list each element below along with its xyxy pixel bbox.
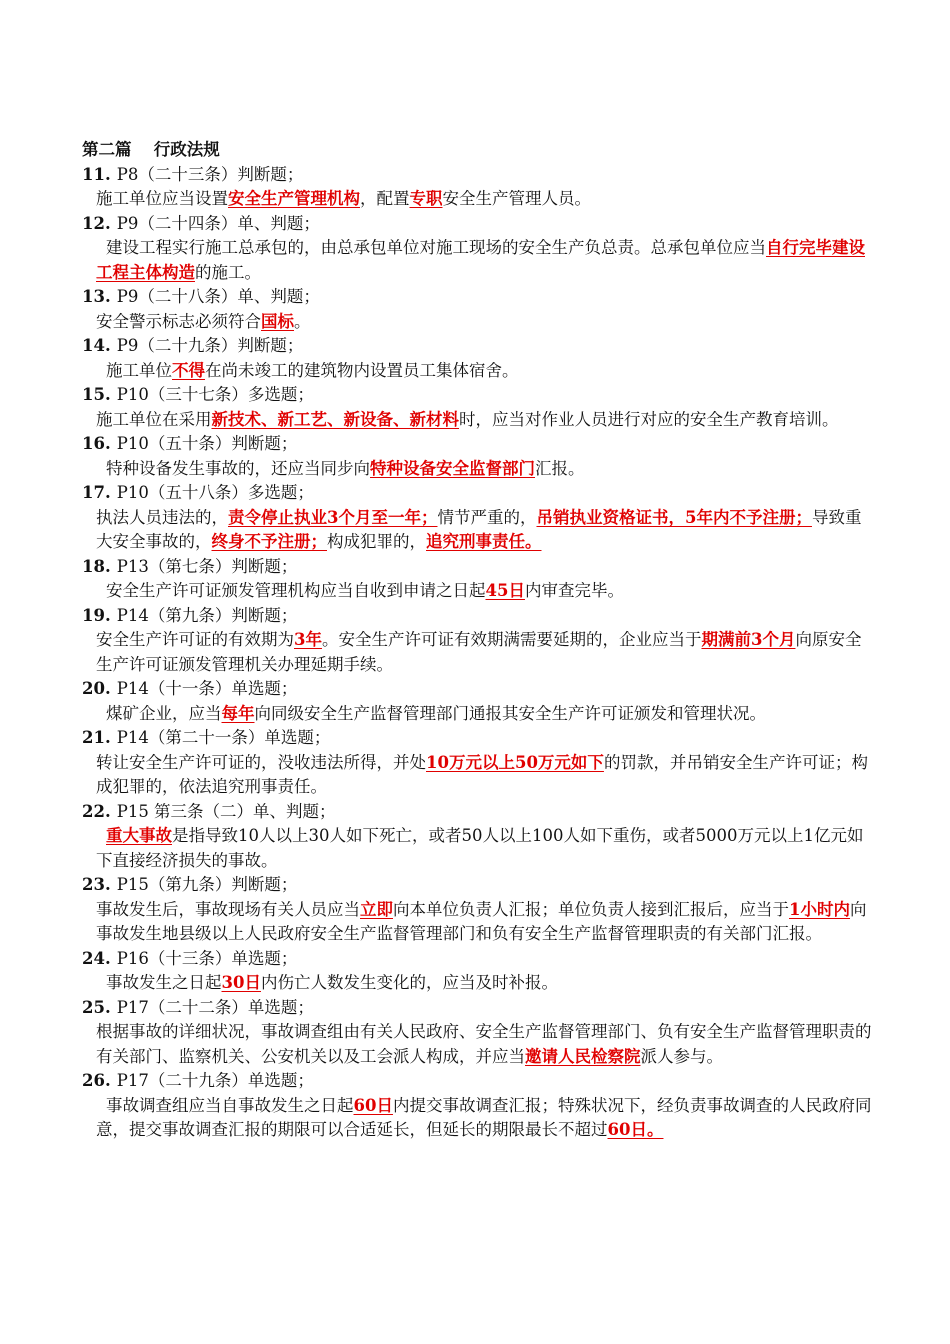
list-item [82,996,872,1070]
body-text: 内审查完毕。 [524,581,624,600]
item-number: 14. [82,336,111,355]
highlight-text: 特种设备安全监督部门 [370,458,535,478]
highlight-text: 每年 [221,703,255,723]
body-text: 构成犯罪的， [327,532,426,551]
body-text: ，配置 [360,189,410,208]
item-reference: P17（二十二条）单选题； [116,997,314,1017]
item-reference: P9（二十八条）单、判题； [116,287,320,306]
highlight-text: 重大事故 [106,826,172,845]
item-reference: P9（二十四条）单、判题； [116,213,320,233]
item-body [96,408,872,433]
body-text: 内伤亡人数发生变化的，应当及时补报。 [260,973,558,992]
item-number: 20. [82,679,111,698]
item-reference: P10（五十八条）多选题； [116,483,314,502]
highlight-text: 期满前3个月 [701,630,796,649]
body-text: 在尚未竣工的建筑物内设置员工集体宿舍。 [205,360,519,380]
body-text: 是指导致10人以上30人如下死亡，或者50人以上100人如下重伤，或者5000万元以上1亿元如下直接经济损失的事故。 [96,826,864,870]
item-heading [82,604,872,629]
highlight-text: 30日 [221,973,261,992]
body-text: 汇报。 [535,458,585,478]
item-reference: P8（二十三条）判断题； [116,164,304,184]
body-text: 煤矿企业，应当 [106,703,222,723]
item-body [96,579,872,604]
item-reference: P16（十三条）单选题； [116,948,298,968]
list-item [82,726,872,800]
highlight-text: 自行完毕建设工程主体构造 [96,238,865,282]
body-text: 的施工。 [195,262,261,282]
highlight-text: 10万元以上50万元如下 [426,752,604,772]
item-body [96,824,872,873]
body-text: 安全生产管理人员。 [442,189,591,208]
item-reference: P15（第九条）判断题； [116,875,298,894]
item-body [96,359,872,384]
body-text: 时，应当对作业人员进行对应的安全生产教育培训。 [459,409,839,429]
item-heading [82,947,872,972]
item-body [96,506,872,555]
item-body [96,751,872,800]
list-item [82,383,872,432]
item-body [96,1020,872,1069]
body-text: 导致重大安全事故的， [96,507,862,551]
item-reference: P14（十一条）单选题； [116,679,298,698]
highlight-text: 责令停止执业3个月至一年； [228,507,438,527]
highlight-text: 终身不予注册； [211,532,327,551]
item-body [96,236,872,285]
document-page [82,138,872,1143]
item-body [96,971,872,996]
item-body [96,187,872,212]
item-number: 13. [82,287,111,306]
item-heading [82,163,872,188]
highlight-text: 国标 [261,311,294,331]
item-reference: P15 第三条（二）单、判题； [116,801,336,821]
list-item [82,677,872,726]
list-item [82,285,872,334]
item-number: 23. [82,875,111,894]
item-number: 24. [82,948,111,968]
list-item [82,481,872,555]
list-item [82,555,872,604]
highlight-text: 专职 [409,189,443,208]
item-number: 25. [82,997,111,1017]
item-reference: P14（第二十一条）单选题； [116,728,331,747]
item-heading [82,873,872,898]
item-heading [82,1069,872,1094]
list-item [82,1069,872,1143]
list-item [82,604,872,678]
highlight-text: 1小时内 [789,899,850,919]
body-text: 派人参与。 [640,1046,723,1066]
item-body [96,628,872,677]
section-title: 第二篇 行政法规 [82,140,220,159]
item-heading [82,285,872,310]
item-reference: P14（第九条）判断题； [116,605,298,625]
item-list [82,163,872,1143]
body-text: 向事故发生地县级以上人民政府安全生产监督管理部门和负有安全生产监督管理职责的有关部门汇报。 [96,899,867,943]
body-text: 向本单位负责人汇报；单位负责人接到汇报后，应当于 [393,899,789,919]
body-text: 施工单位应当设置 [96,189,228,208]
item-number: 16. [82,434,111,453]
list-item [82,334,872,383]
highlight-text: 新技术、新工艺、新设备、新材料 [211,409,459,429]
item-number: 15. [82,385,111,404]
body-text: 特种设备发生事故的，还应当同步向 [106,458,370,478]
highlight-text: 60日 [353,1095,393,1115]
item-heading [82,677,872,702]
body-text: 的罚款，并吊销安全生产许可证；构成犯罪的，依法追究刑事责任。 [96,752,868,796]
item-reference: P9（二十九条）判断题； [116,336,304,355]
item-body [96,457,872,482]
highlight-text: 追究刑事责任。 [426,532,542,551]
body-text: 向原安全生产许可证颁发管理机关办理延期手续。 [96,630,862,674]
body-text: 内提交事故调查汇报；特殊状况下，经负责事故调查的人民政府同意，提交事故调查汇报的期限可以合适延长，但延长的期限最长不超过 [96,1095,872,1139]
item-number: 21. [82,728,111,747]
body-text: 执法人员违法的， [96,507,228,527]
item-number: 11. [82,164,111,184]
item-heading [82,555,872,580]
item-heading [82,334,872,359]
body-text: 向同级安全生产监督管理部门通报其安全生产许可证颁发和管理状况。 [254,703,766,723]
item-number: 12. [82,213,111,233]
body-text: 安全生产许可证的有效期为 [96,630,294,649]
highlight-text: 邀请人民检察院 [525,1046,641,1066]
body-text: 施工单位 [106,360,172,380]
list-item [82,163,872,212]
item-body [96,1094,872,1143]
list-item [82,432,872,481]
list-item [82,947,872,996]
highlight-text: 不得 [172,360,205,380]
item-heading [82,800,872,825]
item-reference: P13（第七条）判断题； [116,556,298,576]
item-number: 18. [82,556,111,576]
body-text: 。 [294,311,311,331]
item-heading [82,383,872,408]
item-body [96,702,872,727]
body-text: 根据事故的详细状况，事故调查组由有关人民政府、安全生产监督管理部门、负有安全生产监督管理职责的有关部门、监察机关、公安机关以及工会派人构成，并应当 [96,1022,872,1066]
highlight-text: 吊销执业资格证书，5年内不予注册； [536,507,812,527]
item-number: 17. [82,483,111,502]
list-item [82,800,872,874]
item-body [96,898,872,947]
body-text: 安全生产许可证颁发管理机构应当自收到申请之日起 [106,581,486,600]
item-body [96,310,872,335]
body-text: 转让安全生产许可证的，没收违法所得，并处 [96,752,426,772]
highlight-text: 3年 [294,630,322,649]
body-text: 情节严重的， [437,507,537,527]
item-number: 19. [82,605,111,625]
body-text: 安全警示标志必须符合 [96,311,261,331]
item-heading [82,481,872,506]
item-reference: P10（五十条）判断题； [116,434,298,453]
highlight-text: 立即 [360,899,393,919]
item-number: 26. [82,1071,111,1090]
body-text: 事故发生后，事故现场有关人员应当 [96,899,360,919]
body-text: 施工单位在采用 [96,409,212,429]
item-reference: P17（二十九条）单选题； [116,1071,314,1090]
item-heading [82,996,872,1021]
item-heading [82,432,872,457]
item-reference: P10（三十七条）多选题； [116,385,314,404]
item-heading [82,726,872,751]
body-text: 建设工程实行施工总承包的，由总承包单位对施工现场的安全生产负总责。总承包单位应当 [106,238,766,257]
list-item [82,212,872,286]
body-text: 事故发生之日起 [106,973,222,992]
item-heading [82,212,872,237]
list-item [82,873,872,947]
highlight-text: 安全生产管理机构 [228,189,360,208]
body-text: 事故调查组应当自事故发生之日起 [106,1095,354,1115]
highlight-text: 45日 [485,581,525,600]
item-number: 22. [82,801,111,821]
body-text: 。安全生产许可证有效期满需要延期的，企业应当于 [321,630,702,649]
highlight-text: 60日。 [607,1120,664,1139]
